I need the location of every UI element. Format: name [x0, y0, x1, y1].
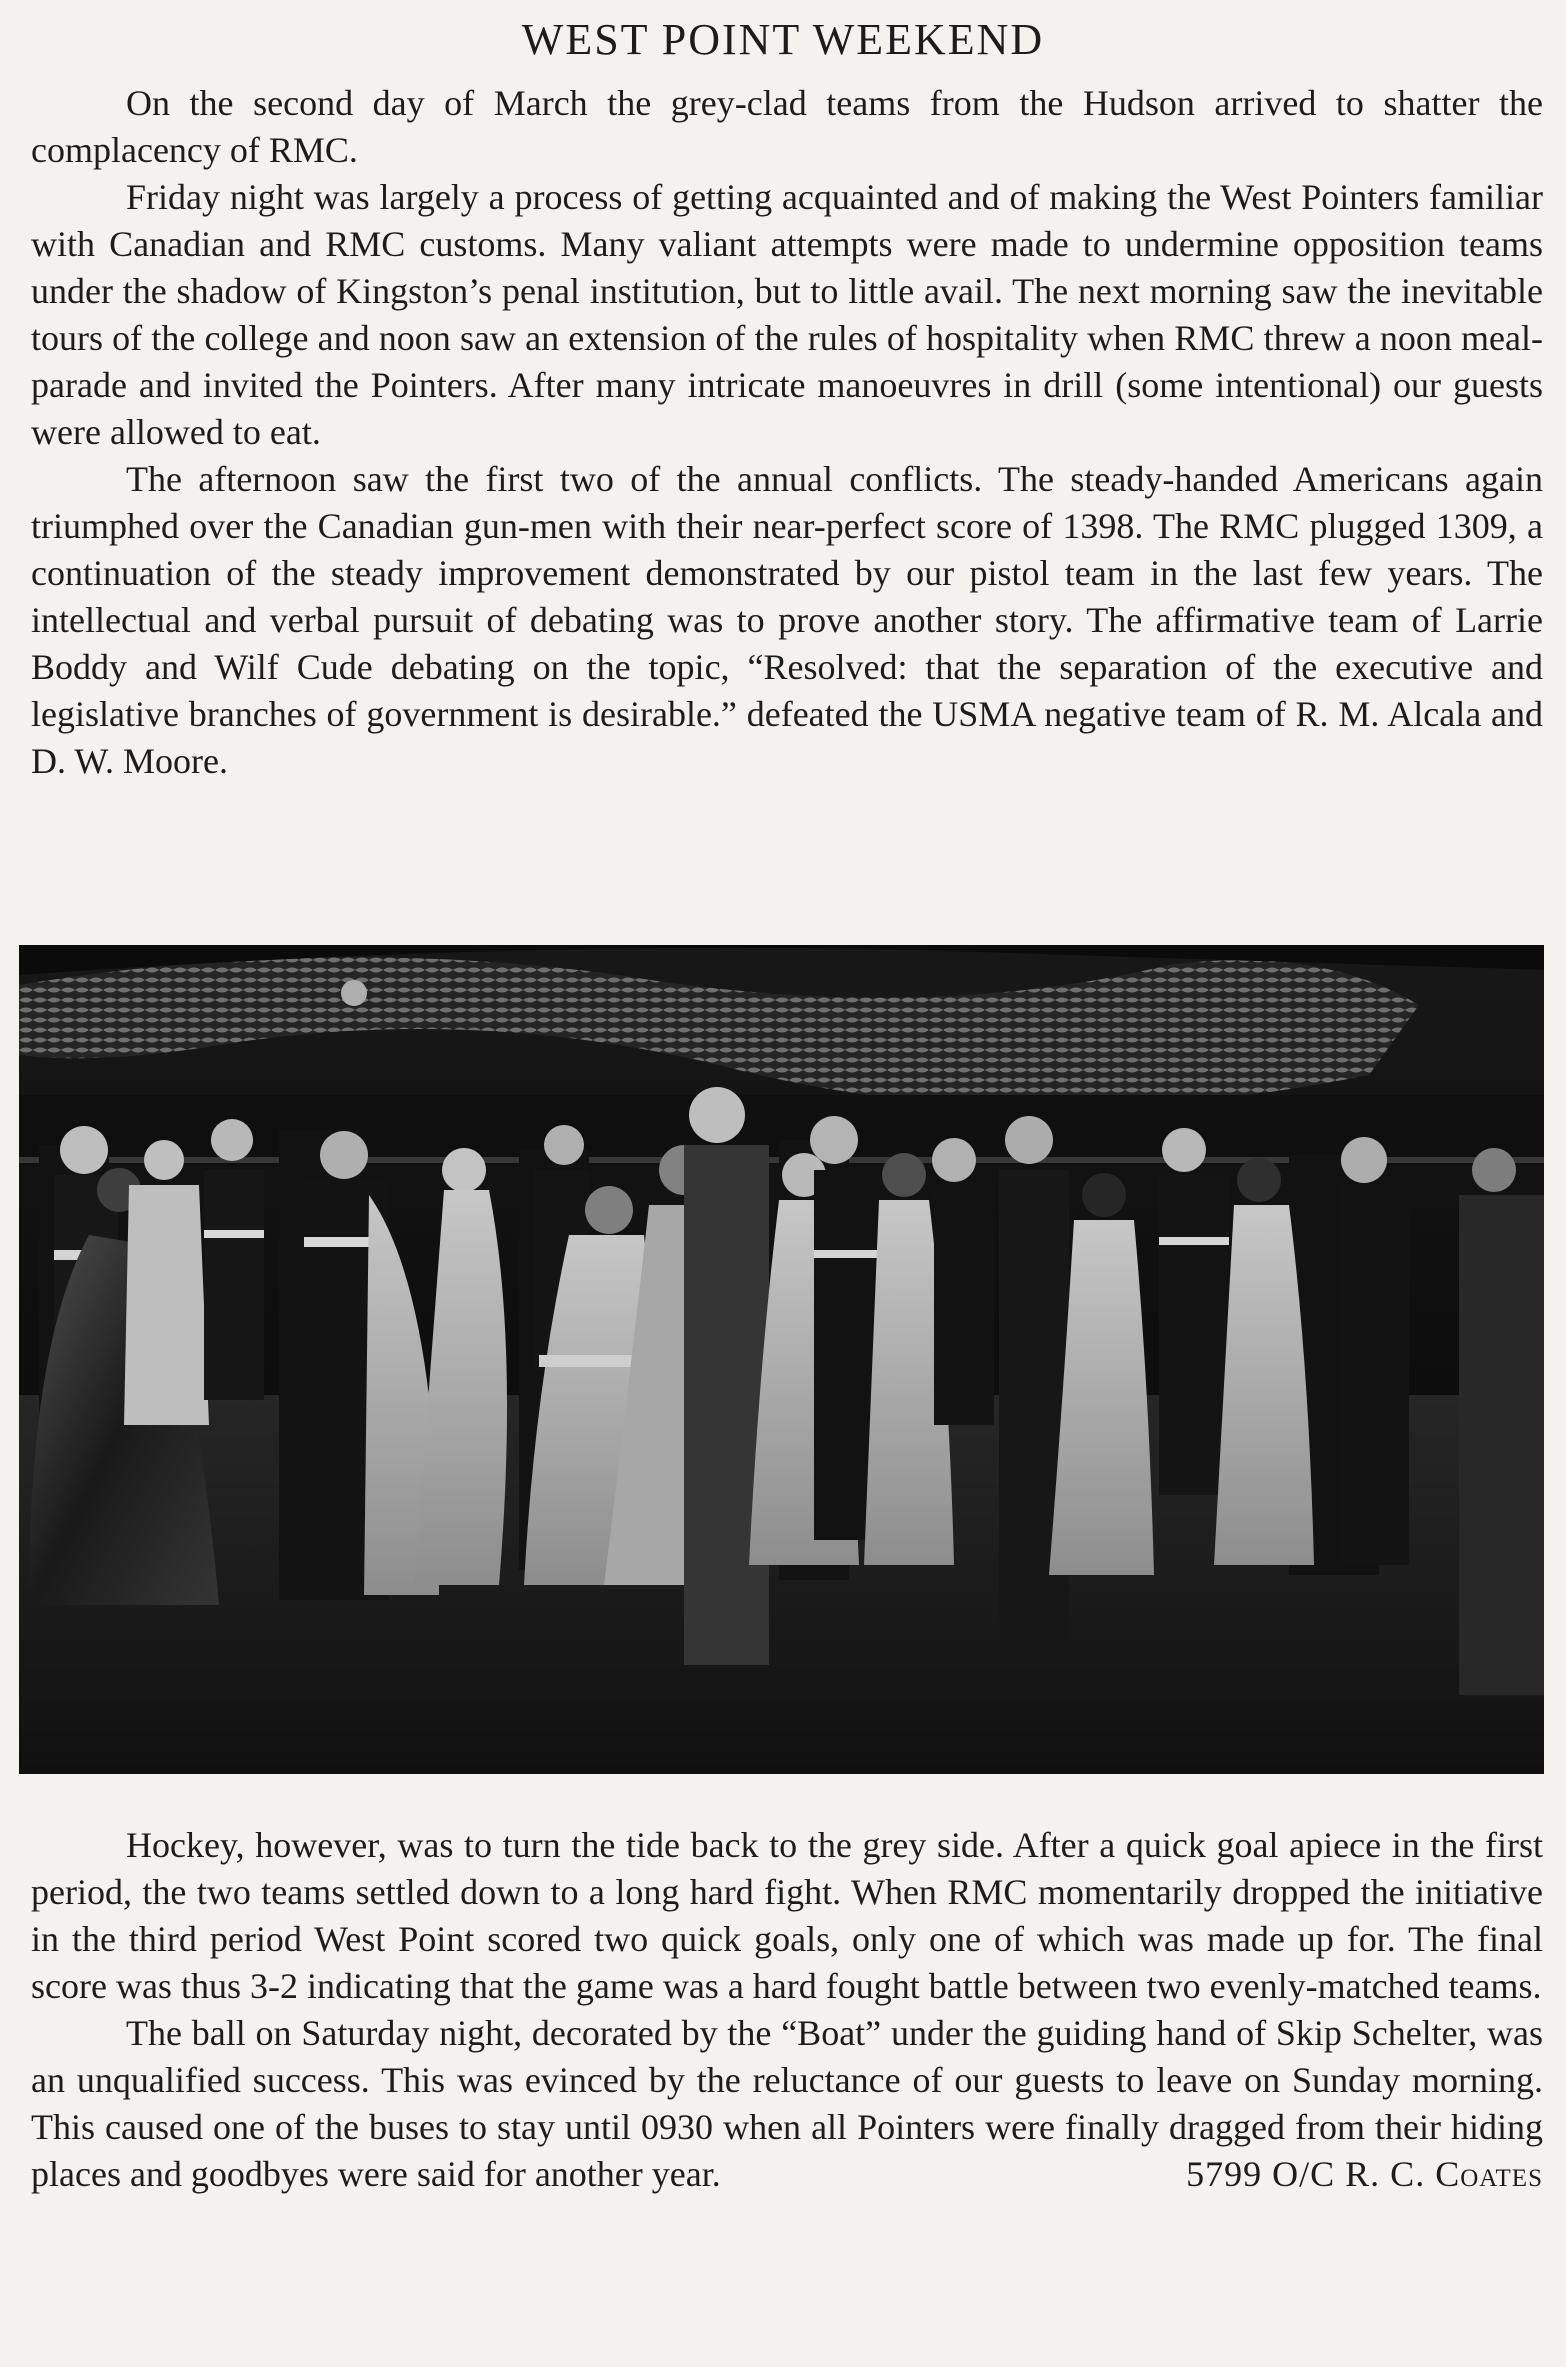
final-paragraph [31, 2010, 1543, 2198]
article-body-top [31, 80, 1543, 785]
photo-illustration [19, 945, 1544, 1774]
paragraph: The afternoon saw the first two of the annual conflicts. The steady-handed Americans again triumphed over the Canadian gun-men with their near-perfect score of 1398. The RMC plugged 1309, a continuation of the steady improvement demonstrated by our pistol team in the last few years. The intellectual and verbal pursuit of debating was to prove another story. The affirmative team of Larrie Boddy and Wilf Cude debating on the topic, “Resolved: that the separation of the executive and legislative branches of government is desirable.” defeated the USMA negative team of R. M. Alcala and D. W. Moore. [31, 459, 1543, 781]
article-body-bottom [31, 1822, 1543, 2198]
ballroom-dance-photo [19, 945, 1544, 1774]
paragraph: Friday night was largely a process of getting acquainted and of making the West Pointers familiar with Canadian and RMC customs. Many valiant attempts were made to undermine opposition teams under the shadow of Kingston’s penal institution, but to little avail. The next morning saw the inevitable tours of the college and noon saw an extension of the rules of hospitality when RMC threw a noon meal-parade and invited the Pointers. After many intricate manoeuvres in drill (some intentional) our guests were allowed to eat. [31, 177, 1543, 452]
article-title: WEST POINT WEEKEND [521, 15, 1045, 64]
author-signature: 5799 O/C R. C. Coates [1186, 2154, 1543, 2194]
paragraph-text: The ball on Saturday night, decorated by the “Boat” under the guiding hand of Skip Schelter, was an unqualified success. This was evinced by the reluctance of our guests to leave on Sunday morning. This caused one of the buses to stay until 0930 when all Pointers were finally dragged from their hiding places and goodbyes were said for another year. [31, 2013, 1543, 2194]
paragraph: On the second day of March the grey-clad teams from the Hudson arrived to shatter the complacency of RMC. [31, 83, 1543, 170]
paragraph: Hockey, however, was to turn the tide back to the grey side. After a quick goal apiece in the first period, the two teams settled down to a long hard fight. When RMC momentarily dropped the initiative in the third period West Point scored two quick goals, only one of which was made up for. The final score was thus 3-2 indicating that the game was a hard fought battle between two evenly-matched teams. [31, 1825, 1543, 2006]
